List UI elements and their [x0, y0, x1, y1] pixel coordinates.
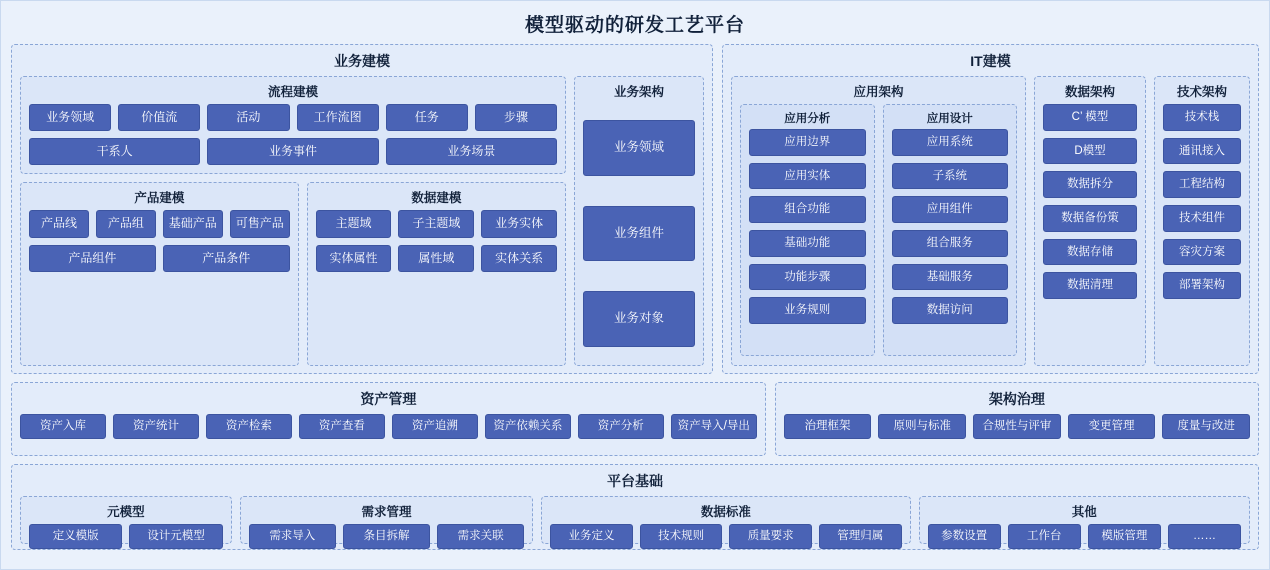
chip-base-product[interactable]: 基础产品 [163, 210, 223, 237]
chip-disaster-recovery[interactable]: 容灾方案 [1163, 239, 1241, 266]
chip-engineering-structure[interactable]: 工程结构 [1163, 171, 1241, 198]
chip-data-split[interactable]: 数据拆分 [1043, 171, 1137, 198]
chip-arch-business-component[interactable]: 业务组件 [583, 206, 695, 262]
chip-data-access[interactable]: 数据访问 [892, 297, 1009, 324]
chip-app-entity[interactable]: 应用实体 [749, 163, 866, 190]
chip-arch-business-domain[interactable]: 业务领域 [583, 120, 695, 176]
business-modeling-panel [11, 44, 713, 374]
meta-model-title: 元模型 [107, 505, 145, 519]
asset-management-items [20, 414, 757, 439]
chip-attribute-domain[interactable]: 属性域 [398, 245, 474, 272]
chip-stakeholder[interactable]: 干系人 [29, 138, 200, 165]
chip-value-stream[interactable]: 价值流 [118, 104, 200, 131]
chip-asset-view[interactable]: 资产查看 [299, 414, 385, 439]
page-title: 模型驱动的研发工艺平台 [524, 15, 745, 36]
chip-function-step[interactable]: 功能步骤 [749, 264, 866, 291]
chip-data-cleanup[interactable]: 数据清理 [1043, 272, 1137, 299]
chip-technical-rule[interactable]: 技术规则 [640, 524, 723, 549]
chip-business-entity[interactable]: 业务实体 [481, 210, 557, 237]
data-modeling-row-2 [316, 245, 557, 272]
technical-architecture-panel [1154, 76, 1250, 366]
technical-architecture-title: 技术架构 [1176, 85, 1227, 99]
chip-activity[interactable]: 活动 [207, 104, 289, 131]
meta-model-panel [20, 496, 232, 544]
chip-more[interactable]: …… [1168, 524, 1241, 549]
application-architecture-panel [731, 76, 1026, 366]
data-standard-title: 数据标准 [700, 505, 751, 519]
platform-foundation-title: 平台基础 [607, 473, 663, 489]
other-title: 其他 [1071, 505, 1097, 519]
architecture-governance-panel [775, 382, 1259, 456]
chip-define-template[interactable]: 定义模版 [29, 524, 122, 549]
chip-requirement-import[interactable]: 需求导入 [249, 524, 336, 549]
chip-parameter-settings[interactable]: 参数设置 [928, 524, 1001, 549]
chip-asset-statistics[interactable]: 资产统计 [113, 414, 199, 439]
requirement-management-title: 需求管理 [361, 505, 412, 519]
chip-tech-stack[interactable]: 技术栈 [1163, 104, 1241, 131]
chip-app-component[interactable]: 应用组件 [892, 196, 1009, 223]
data-modeling-title: 数据建模 [411, 191, 462, 206]
chip-subject-area[interactable]: 主题域 [316, 210, 392, 237]
chip-quality-requirement[interactable]: 质量要求 [729, 524, 812, 549]
data-standard-items [550, 524, 901, 549]
chip-asset-dependency[interactable]: 资产依赖关系 [485, 414, 571, 439]
top-section [11, 44, 1259, 374]
chip-template-management[interactable]: 模版管理 [1088, 524, 1161, 549]
it-modeling-title: IT建模 [970, 53, 1011, 69]
chip-principles-standards[interactable]: 原则与标准 [878, 414, 966, 439]
chip-d-model[interactable]: D模型 [1043, 138, 1137, 165]
data-standard-panel [541, 496, 910, 544]
other-items [928, 524, 1241, 549]
business-architecture-panel [574, 76, 704, 366]
chip-sub-subject-area[interactable]: 子主题域 [398, 210, 474, 237]
chip-workbench[interactable]: 工作台 [1008, 524, 1081, 549]
chip-sellable-product[interactable]: 可售产品 [230, 210, 290, 237]
chip-design-meta-model[interactable]: 设计元模型 [129, 524, 222, 549]
chip-business-event[interactable]: 业务事件 [207, 138, 378, 165]
asset-management-panel [11, 382, 766, 456]
chip-product-component[interactable]: 产品组件 [29, 245, 156, 272]
it-modeling-panel [722, 44, 1259, 374]
chip-compliance-review[interactable]: 合规性与评审 [973, 414, 1061, 439]
chip-tech-component[interactable]: 技术组件 [1163, 205, 1241, 232]
middle-section [11, 382, 1259, 456]
chip-data-backup-policy[interactable]: 数据备份策 [1043, 205, 1137, 232]
chip-basic-service[interactable]: 基础服务 [892, 264, 1009, 291]
data-modeling-panel [307, 182, 566, 366]
chip-entity-attribute[interactable]: 实体属性 [316, 245, 392, 272]
application-analysis-title: 应用分析 [784, 113, 831, 125]
application-architecture-title: 应用架构 [853, 85, 904, 99]
requirement-management-panel [240, 496, 533, 544]
chip-business-scenario[interactable]: 业务场景 [386, 138, 557, 165]
chip-product-group[interactable]: 产品组 [96, 210, 156, 237]
architecture-governance-title: 架构治理 [988, 391, 1045, 407]
other-panel [919, 496, 1250, 544]
chip-measurement-improvement[interactable]: 度量与改进 [1162, 414, 1250, 439]
chip-business-rule[interactable]: 业务规则 [749, 297, 866, 324]
chip-item-breakdown[interactable]: 条目拆解 [343, 524, 430, 549]
chip-governance-framework[interactable]: 治理框架 [784, 414, 872, 439]
architecture-governance-items [784, 414, 1250, 439]
chip-asset-trace[interactable]: 资产追溯 [392, 414, 478, 439]
chip-workflow-diagram[interactable]: 工作流图 [297, 104, 379, 131]
platform-foundation-panel [11, 464, 1259, 550]
chip-task[interactable]: 任务 [386, 104, 468, 131]
chip-communication-access[interactable]: 通讯接入 [1163, 138, 1241, 165]
chip-management-ownership[interactable]: 管理归属 [819, 524, 902, 549]
process-modeling-panel [20, 76, 566, 174]
chip-product-line[interactable]: 产品线 [29, 210, 89, 237]
data-modeling-row-1 [316, 210, 557, 237]
chip-asset-analysis[interactable]: 资产分析 [578, 414, 664, 439]
chip-asset-import-export[interactable]: 资产导入/导出 [671, 414, 757, 439]
chip-composite-service[interactable]: 组合服务 [892, 230, 1009, 257]
chip-step[interactable]: 步骤 [475, 104, 557, 131]
product-modeling-panel [20, 182, 299, 366]
process-modeling-title: 流程建模 [267, 85, 318, 99]
chip-basic-function[interactable]: 基础功能 [749, 230, 866, 257]
chip-product-condition[interactable]: 产品条件 [163, 245, 290, 272]
process-modeling-row-1 [29, 104, 557, 131]
chip-subsystem[interactable]: 子系统 [892, 163, 1009, 190]
process-modeling-row-2 [29, 138, 557, 165]
application-design-title: 应用设计 [926, 113, 973, 125]
product-modeling-row-2 [29, 245, 290, 272]
chip-entity-relation[interactable]: 实体关系 [481, 245, 557, 272]
chip-app-boundary[interactable]: 应用边界 [749, 129, 866, 156]
chip-data-storage[interactable]: 数据存储 [1043, 239, 1137, 266]
chip-composite-function[interactable]: 组合功能 [749, 196, 866, 223]
data-architecture-title: 数据架构 [1064, 85, 1115, 99]
chip-deployment-architecture[interactable]: 部署架构 [1163, 272, 1241, 299]
business-modeling-title: 业务建模 [334, 53, 390, 69]
requirement-management-items [249, 524, 524, 549]
chip-business-definition[interactable]: 业务定义 [550, 524, 633, 549]
chip-asset-intake[interactable]: 资产入库 [20, 414, 106, 439]
application-analysis-panel [740, 104, 875, 356]
chip-business-domain[interactable]: 业务领域 [29, 104, 111, 131]
business-architecture-title: 业务架构 [613, 85, 664, 99]
data-architecture-panel [1034, 76, 1146, 366]
chip-c-model[interactable]: C’ 模型 [1043, 104, 1137, 131]
chip-app-system[interactable]: 应用系统 [892, 129, 1009, 156]
chip-change-management[interactable]: 变更管理 [1068, 414, 1156, 439]
chip-arch-business-object[interactable]: 业务对象 [583, 291, 695, 347]
application-design-panel [883, 104, 1018, 356]
product-modeling-title: 产品建模 [134, 191, 185, 206]
chip-asset-search[interactable]: 资产检索 [206, 414, 292, 439]
chip-requirement-link[interactable]: 需求关联 [437, 524, 524, 549]
asset-management-title: 资产管理 [360, 391, 417, 407]
product-modeling-row-1 [29, 210, 290, 237]
meta-model-items [29, 524, 223, 549]
